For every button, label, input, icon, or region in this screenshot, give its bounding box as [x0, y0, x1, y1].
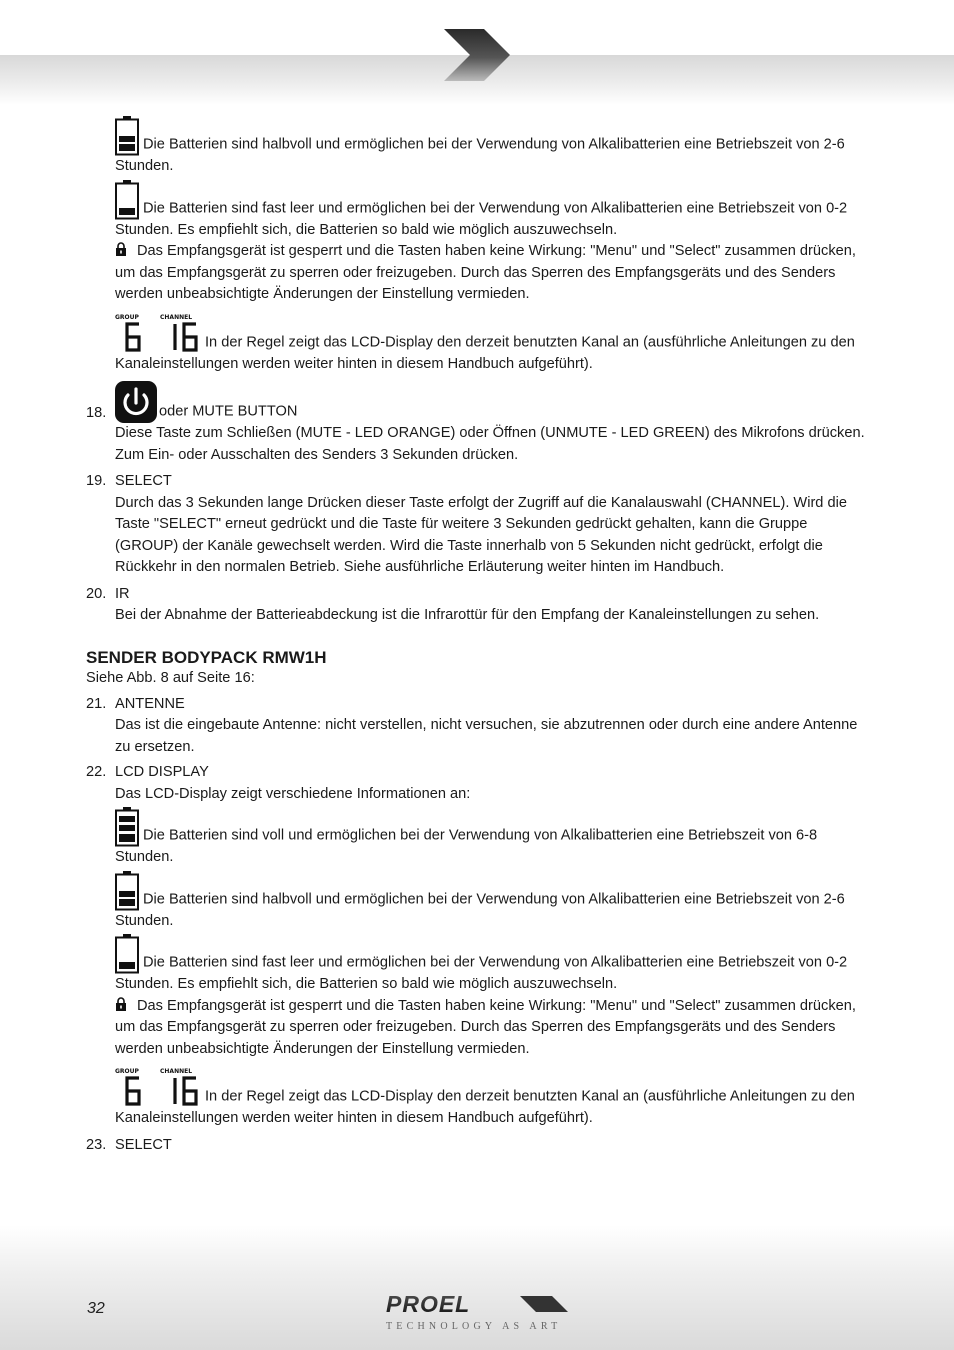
item-title: LCD DISPLAY — [115, 764, 209, 780]
list-item-19 — [86, 471, 872, 579]
item-body: Durch das 3 Sekunden lange Drücken dieser Taste erfolgt der Zugriff auf die Kanalauswahl (CHANNEL). Wird die Taste "SELECT" erneut gedrückt und die Taste für weitere 3 Sekunden gedrückt gehalten, kann die Gruppe (GROUP) der Kanäle gewechselt werden. Wird die Taste innerhalb von 5 Sekunden nicht gedrückt, erfolgt die Rückkehr in den normalen Betrieb. Siehe ausführliche Erläuterung weiter hinten im Handbuch. — [115, 494, 847, 575]
channel-text: In der Regel zeigt das LCD-Display den derzeit benutzten Kanal an (ausführliche Anleitungen zu den Kanaleinstellungen werden weiter hinten in diesem Handbuch aufgeführt). — [115, 334, 855, 372]
battery-half-paragraph — [86, 116, 872, 178]
item-number: 19. — [86, 473, 107, 489]
channel-paragraph — [86, 1068, 872, 1130]
item-title: ANTENNE — [115, 695, 185, 712]
item-title: oder MUTE BUTTON — [159, 403, 298, 420]
lcd-group-label: GROUP — [115, 313, 139, 321]
page-number: 32 — [87, 1300, 105, 1317]
section-reference: Siehe Abb. 8 auf Seite 16: — [86, 670, 255, 686]
lcd-group-channel-icon — [115, 314, 201, 354]
channel-paragraph — [86, 314, 872, 376]
item-body: Das ist die eingebaute Antenne: nicht verstellen, nicht versuchen, sie abzutrennen oder durch eine andere Antenne zu ersetzen. — [115, 717, 858, 755]
power-button-icon — [115, 381, 157, 423]
battery-low-icon — [115, 934, 139, 974]
list-item-18 — [86, 381, 872, 466]
battery-full-text: Die Batterien sind voll und ermöglichen bei der Verwendung von Alkalibatterien eine Betriebszeit von 6-8 Stunden. — [115, 827, 818, 865]
list-item-20 — [86, 584, 872, 627]
lcd-group-channel-icon — [115, 1068, 201, 1108]
battery-half-paragraph — [86, 871, 872, 933]
lock-paragraph — [86, 241, 872, 306]
chevron-right-icon — [444, 29, 512, 81]
battery-half-text: Die Batterien sind halbvoll und ermöglichen bei der Verwendung von Alkalibatterien eine Betriebszeit von 2-6 Stunden. — [115, 136, 845, 174]
list-item-22 — [86, 762, 872, 805]
item-number: 22. — [86, 764, 107, 780]
lcd-channel-label: CHANNEL — [160, 313, 193, 321]
item-title: SELECT — [115, 473, 172, 489]
channel-text: In der Regel zeigt das LCD-Display den derzeit benutzten Kanal an (ausführliche Anleitungen zu den Kanaleinstellungen werden weiter hinten in diesem Handbuch aufgeführt). — [115, 1088, 855, 1126]
item-body: Bei der Abnahme der Batterieabdeckung ist die Infrarottür für den Empfang der Kanaleinstellungen zu sehen. — [115, 607, 820, 623]
item-number: 23. — [86, 1136, 107, 1153]
lock-icon — [115, 242, 127, 256]
item-title: IR — [115, 585, 130, 602]
list-item-23 — [86, 1135, 872, 1157]
lcd-channel-label: CHANNEL — [160, 1068, 193, 1075]
lock-text: Das Empfangsgerät ist gesperrt und die Tasten haben keine Wirkung: "Menu" und "Select" zusammen drücken, um das Empfangsgerät zu sperren oder freizugeben. Durch das Sperren des Empfangsgeräts und des Senders werden unbeabsichtigte Änderungen der Einstellung vermieden. — [115, 243, 856, 302]
item-title: SELECT — [115, 1136, 172, 1153]
lock-icon — [115, 997, 127, 1011]
battery-half-icon — [115, 871, 139, 911]
item-number: 18. — [86, 405, 107, 421]
logo-text: PROEL — [386, 1292, 471, 1317]
page-content — [86, 112, 872, 1156]
item-body: Das LCD-Display zeigt verschiedene Informationen an: — [115, 785, 471, 802]
battery-full-icon — [115, 807, 139, 847]
battery-low-text: Die Batterien sind fast leer und ermöglichen bei der Verwendung von Alkalibatterien eine Betriebszeit von 0-2 Stunden. Es empfiehlt sich, die Batterien so bald wie möglich auszuwechseln. — [115, 954, 848, 992]
section-heading: SENDER BODYPACK RMW1H — [86, 647, 327, 667]
lcd-group-label: GROUP — [115, 1068, 139, 1075]
battery-low-paragraph — [86, 934, 872, 996]
battery-full-paragraph — [86, 807, 872, 869]
lock-text: Das Empfangsgerät ist gesperrt und die Tasten haben keine Wirkung: "Menu" und "Select" zusammen drücken, um das Empfangsgerät zu sperren oder freizugeben. Durch das Sperren des Empfangsgeräts und des Senders werden unbeabsichtigte Änderungen der Einstellung vermieden. — [115, 997, 856, 1057]
battery-low-text: Die Batterien sind fast leer und ermöglichen bei der Verwendung von Alkalibatterien eine Betriebszeit von 0-2 Stunden. Es empfiehlt sich, die Batterien so bald wie möglich auszuwechseln. — [115, 200, 848, 238]
proel-logo — [386, 1292, 572, 1334]
battery-half-icon — [115, 116, 139, 156]
logo-tagline: TECHNOLOGY AS ART — [386, 1321, 562, 1332]
battery-low-paragraph — [86, 180, 872, 242]
battery-low-icon — [115, 180, 139, 220]
item-body: Diese Taste zum Schließen (MUTE - LED ORANGE) oder Öffnen (UNMUTE - LED GREEN) des Mikrofons drücken. Zum Ein- oder Ausschalten des Senders 3 Sekunden drücken. — [115, 425, 865, 463]
item-number: 20. — [86, 585, 107, 602]
item-number: 21. — [86, 695, 107, 712]
lock-paragraph — [86, 996, 872, 1061]
battery-half-text: Die Batterien sind halbvoll und ermöglichen bei der Verwendung von Alkalibatterien eine Betriebszeit von 2-6 Stunden. — [115, 891, 845, 929]
list-item-21 — [86, 694, 872, 759]
